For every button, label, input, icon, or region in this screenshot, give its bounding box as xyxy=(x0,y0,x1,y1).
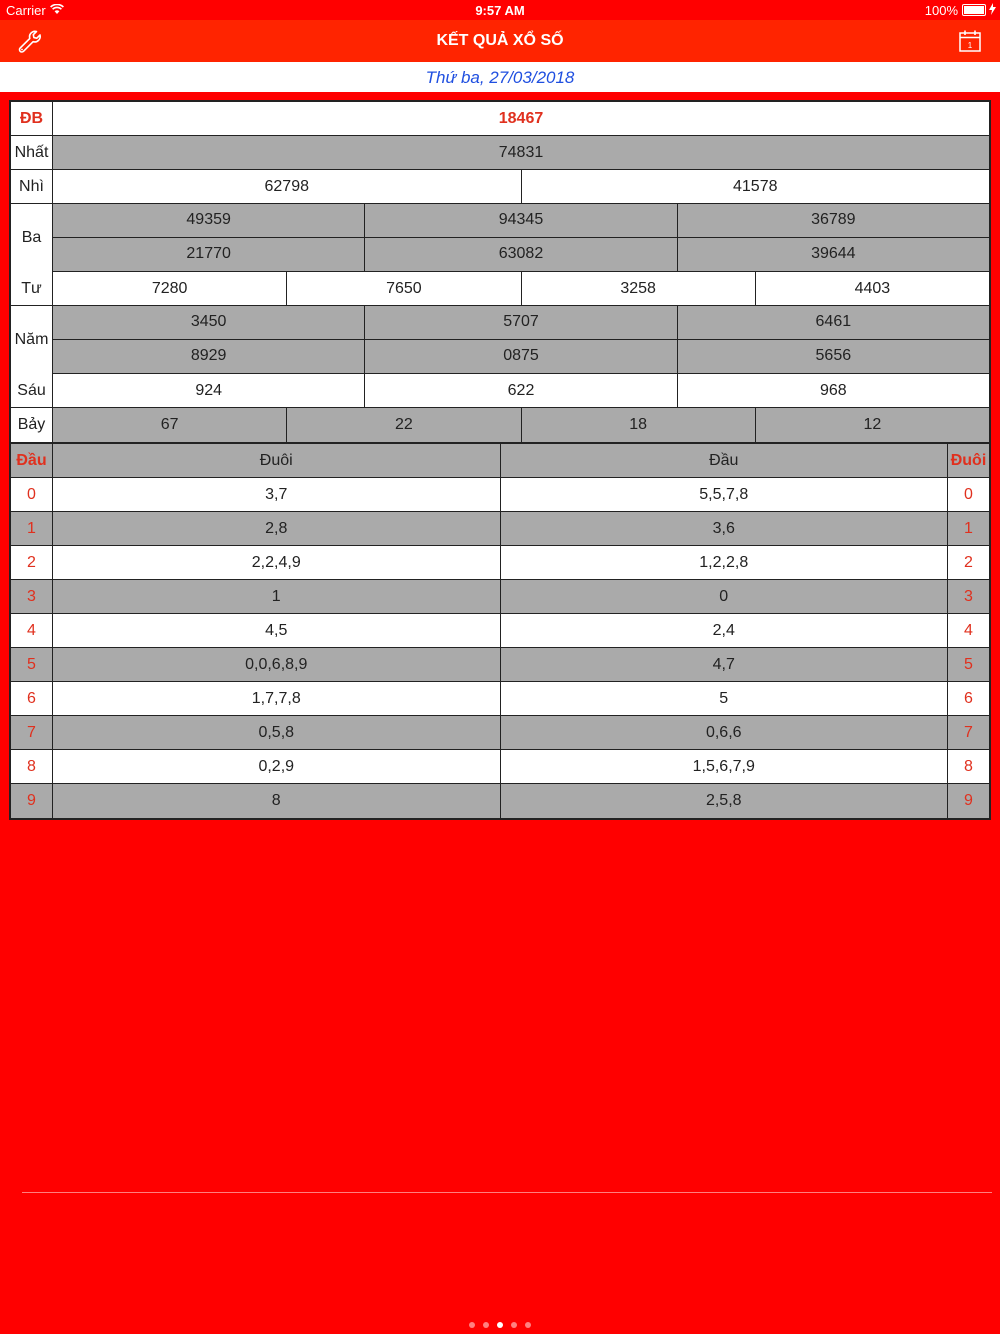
calendar-day: 1 xyxy=(967,41,973,50)
header-dau: Đầu xyxy=(501,444,948,477)
prize-number: 968 xyxy=(678,374,989,407)
dau-values: 4,7 xyxy=(501,648,948,681)
prize-row-nhi xyxy=(11,170,989,204)
nav-bar xyxy=(0,20,1000,62)
dau-duoi-table xyxy=(9,442,991,820)
calendar-icon[interactable] xyxy=(958,29,982,53)
row-digit-left: 5 xyxy=(11,648,53,681)
dau-duoi-row xyxy=(11,512,989,546)
row-digit-left: 0 xyxy=(11,478,53,511)
duoi-values: 8 xyxy=(53,784,501,818)
prize-row-sau xyxy=(11,374,989,408)
row-digit-left: 6 xyxy=(11,682,53,715)
duoi-values: 0,5,8 xyxy=(53,716,501,749)
prize-label: Năm xyxy=(11,306,53,374)
dau-duoi-row xyxy=(11,580,989,614)
prize-number: 41578 xyxy=(522,170,990,203)
prize-number: 21770 xyxy=(53,238,365,272)
carrier-label: Carrier xyxy=(6,3,46,18)
divider-line xyxy=(22,1192,992,1193)
draw-date: Thứ ba, 27/03/2018 xyxy=(425,68,575,87)
row-digit-right: 3 xyxy=(947,580,989,613)
prize-number: 4403 xyxy=(756,272,989,305)
duoi-values: 1 xyxy=(53,580,501,613)
prize-label: Sáu xyxy=(11,374,53,407)
header-duoi: Đuôi xyxy=(53,444,501,477)
prize-row-ba xyxy=(11,204,989,272)
prize-label: Nhì xyxy=(11,170,53,203)
prize-label: Ba xyxy=(11,204,53,272)
duoi-values: 2,2,4,9 xyxy=(53,546,501,579)
prize-number: 3258 xyxy=(522,272,756,305)
battery-percent: 100% xyxy=(924,3,958,18)
dau-duoi-row xyxy=(11,750,989,784)
page-title: KẾT QUẢ XỔ SỐ xyxy=(436,32,564,49)
prize-number: 94345 xyxy=(365,204,677,237)
dau-values: 1,2,2,8 xyxy=(501,546,948,579)
page-dot[interactable] xyxy=(469,1322,475,1328)
prize-number: 18 xyxy=(522,408,756,442)
row-digit-left: 1 xyxy=(11,512,53,545)
prize-number: 7280 xyxy=(53,272,287,305)
dau-duoi-header xyxy=(11,444,989,478)
row-digit-right: 2 xyxy=(947,546,989,579)
dau-values: 0 xyxy=(501,580,948,613)
prize-number: 74831 xyxy=(53,136,989,169)
prize-number: 8929 xyxy=(53,340,365,374)
prize-number: 67 xyxy=(53,408,287,442)
row-digit-right: 4 xyxy=(947,614,989,647)
row-digit-left: 8 xyxy=(11,750,53,783)
header-duoi-right: Đuôi xyxy=(947,444,989,477)
row-digit-right: 6 xyxy=(947,682,989,715)
dau-values: 5 xyxy=(501,682,948,715)
date-strip xyxy=(0,62,1000,92)
page-dot[interactable] xyxy=(525,1322,531,1328)
prize-number: 622 xyxy=(365,374,677,407)
prize-label: Nhất xyxy=(11,136,53,169)
row-digit-left: 4 xyxy=(11,614,53,647)
dau-values: 1,5,6,7,9 xyxy=(501,750,948,783)
row-digit-left: 2 xyxy=(11,546,53,579)
dau-values: 0,6,6 xyxy=(501,716,948,749)
duoi-values: 2,8 xyxy=(53,512,501,545)
dau-duoi-row xyxy=(11,478,989,512)
page-dot[interactable] xyxy=(511,1322,517,1328)
dau-values: 5,5,7,8 xyxy=(501,478,948,511)
duoi-values: 4,5 xyxy=(53,614,501,647)
row-digit-right: 9 xyxy=(947,784,989,818)
status-time: 9:57 AM xyxy=(475,3,525,18)
prize-number: 36789 xyxy=(678,204,989,237)
prize-row-nhat xyxy=(11,136,989,170)
header-dau-left: Đầu xyxy=(11,444,53,477)
row-digit-left: 9 xyxy=(11,784,53,818)
row-digit-right: 7 xyxy=(947,716,989,749)
prize-number: 18467 xyxy=(53,102,989,135)
row-digit-left: 3 xyxy=(11,580,53,613)
prize-number: 0875 xyxy=(365,340,677,374)
prize-number: 6461 xyxy=(678,306,989,339)
prize-number: 22 xyxy=(287,408,521,442)
prize-number: 49359 xyxy=(53,204,365,237)
prize-number: 62798 xyxy=(53,170,522,203)
dau-values: 2,5,8 xyxy=(501,784,948,818)
prize-number: 39644 xyxy=(678,238,989,272)
prize-number: 924 xyxy=(53,374,365,407)
prize-number: 63082 xyxy=(365,238,677,272)
dau-duoi-row xyxy=(11,546,989,580)
status-bar xyxy=(0,0,1000,20)
row-digit-right: 8 xyxy=(947,750,989,783)
duoi-values: 0,0,6,8,9 xyxy=(53,648,501,681)
prize-row-tu xyxy=(11,272,989,306)
page-dot[interactable] xyxy=(497,1322,503,1328)
prize-number: 5656 xyxy=(678,340,989,374)
page-indicator[interactable] xyxy=(0,1315,1000,1333)
duoi-values: 1,7,7,8 xyxy=(53,682,501,715)
page-dot[interactable] xyxy=(483,1322,489,1328)
prize-row-bay xyxy=(11,408,989,442)
prize-row-db xyxy=(11,102,989,136)
prize-label: Bảy xyxy=(11,408,53,442)
dau-duoi-row xyxy=(11,648,989,682)
prize-label: Tư xyxy=(11,272,53,305)
row-digit-right: 1 xyxy=(947,512,989,545)
prize-number: 12 xyxy=(756,408,989,442)
prize-number: 7650 xyxy=(287,272,521,305)
duoi-values: 0,2,9 xyxy=(53,750,501,783)
row-digit-left: 7 xyxy=(11,716,53,749)
row-digit-right: 5 xyxy=(947,648,989,681)
row-digit-right: 0 xyxy=(947,478,989,511)
dau-duoi-row xyxy=(11,716,989,750)
prize-label: ĐB xyxy=(11,102,53,135)
dau-duoi-row xyxy=(11,784,989,818)
prize-row-nam xyxy=(11,306,989,374)
dau-duoi-row xyxy=(11,682,989,716)
dau-duoi-row xyxy=(11,614,989,648)
dau-values: 3,6 xyxy=(501,512,948,545)
dau-values: 2,4 xyxy=(501,614,948,647)
battery-icon xyxy=(962,4,986,16)
prize-number: 5707 xyxy=(365,306,677,339)
duoi-values: 3,7 xyxy=(53,478,501,511)
results-table xyxy=(9,100,991,444)
prize-number: 3450 xyxy=(53,306,365,339)
charging-bolt-icon xyxy=(989,3,996,15)
